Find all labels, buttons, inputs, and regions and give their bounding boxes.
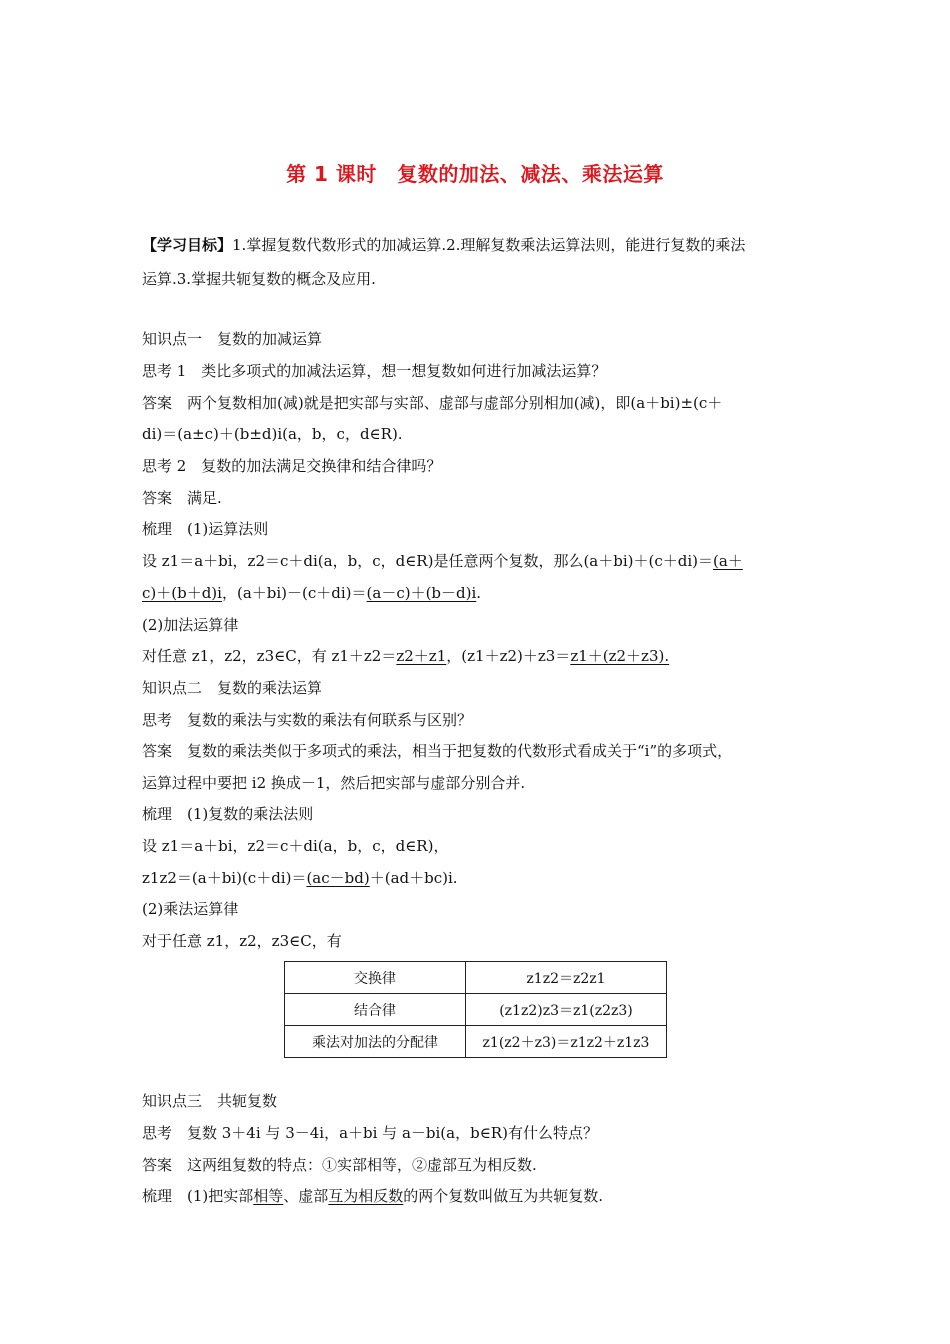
kp3-answer: 答案 这两组复数的特点：①实部相等，②虚部互为相反数. — [142, 1156, 537, 1174]
kp2-law-intro: 对于任意 z1，z2，z3∈C，有 — [142, 932, 342, 950]
table-cell-law-formula: z1(z2＋z3)＝z1z2＋z1z3 — [466, 1026, 667, 1058]
objectives-text-1: 1.掌握复数代数形式的加减运算.2.理解复数乘法运算法则，能进行复数的乘法 — [232, 236, 746, 254]
kp1-think-1: 思考 1 类比多项式的加减法运算，想一想复数如何进行加减法运算？ — [142, 362, 607, 380]
page-title: 第 1 课时 复数的加法、减法、乘法运算 — [286, 162, 664, 186]
table-cell-law-formula: (z1z2)z3＝z1(z2z3) — [466, 994, 667, 1026]
kp1-rule-b-blank-1: c)＋(b＋d)i — [142, 584, 222, 602]
kp1-answer-1b: di)＝(a±c)＋(b±d)i(a，b，c，d∈R). — [142, 425, 403, 443]
kp1-think-2: 思考 2 复数的加法满足交换律和结合律吗？ — [142, 457, 442, 475]
kp2-answer-a: 答案 复数的乘法类似于多项式的乘法，相当于把复数的代数形式看成关于“i”的多项式， — [142, 742, 733, 760]
kp1-rule-b-mid: ，(a＋bi)－(c＋di)＝ — [221, 584, 367, 602]
kp1-law-line — [142, 645, 669, 667]
objectives-line-1 — [142, 234, 745, 256]
kp3-sort — [142, 1185, 603, 1207]
kp1-sort-2: (2)加法运算律 — [142, 616, 239, 634]
kp3-sort-text: 梳理 (1)把实部 — [142, 1187, 254, 1205]
objectives-line-2: 运算.3.掌握共轭复数的概念及应用. — [142, 270, 376, 288]
kp2-rule-2 — [142, 867, 458, 889]
kp1-answer-1a: 答案 两个复数相加(减)就是把实部与实部、虚部与虚部分别相加(减)，即(a＋bi)±(c＋ — [142, 394, 723, 412]
objectives-label: 【学习目标】 — [142, 236, 233, 254]
kp3-sort-mid: 、虚部 — [283, 1187, 329, 1205]
table-row — [285, 962, 667, 994]
kp2-rule-2-text: z1z2＝(a＋bi)(c＋di)＝ — [142, 869, 307, 887]
kp1-rule-a-blank: (a＋ — [713, 552, 743, 570]
kp1-law-mid: ，(z1＋z2)＋z3＝ — [446, 647, 571, 665]
kp3-sort-post: 的两个复数叫做互为共轭复数. — [403, 1187, 604, 1205]
table-cell-law-formula: z1z2＝z2z1 — [466, 962, 667, 994]
kp3-think: 思考 复数 3＋4i 与 3－4i，a＋bi 与 a－bi(a，b∈R)有什么特点？ — [142, 1124, 598, 1142]
kp1-rule-a-text: 设 z1＝a＋bi，z2＝c＋di(a，b，c，d∈R)是任意两个复数，那么(a＋bi)＋(c＋di)＝ — [142, 552, 714, 570]
kp2-think: 思考 复数的乘法与实数的乘法有何联系与区别？ — [142, 711, 473, 729]
kp1-sort-1: 梳理 (1)运算法则 — [142, 520, 269, 538]
kp1-answer-2: 答案 满足. — [142, 489, 222, 507]
kp3-heading: 知识点三 共轭复数 — [142, 1092, 278, 1110]
kp1-heading: 知识点一 复数的加减运算 — [142, 330, 323, 348]
table-cell-law-name: 交换律 — [285, 962, 466, 994]
kp2-heading: 知识点二 复数的乘法运算 — [142, 679, 323, 697]
multiplication-laws-table — [284, 961, 667, 1058]
kp2-rule-1: 设 z1＝a＋bi，z2＝c＋di(a，b，c，d∈R)， — [142, 837, 449, 855]
kp1-rule-line-a — [142, 550, 743, 572]
table-row — [285, 1026, 667, 1058]
kp3-sort-blank-1: 相等 — [253, 1187, 284, 1205]
table-row — [285, 994, 667, 1026]
table-cell-law-name: 结合律 — [285, 994, 466, 1026]
kp1-rule-line-b — [142, 582, 481, 604]
kp3-sort-blank-2: 互为相反数 — [328, 1187, 404, 1205]
kp2-sort-2: (2)乘法运算律 — [142, 900, 239, 918]
kp1-law-blank-2: z1＋(z2＋z3). — [570, 647, 670, 665]
kp2-sort-1: 梳理 (1)复数的乘法法则 — [142, 805, 314, 823]
kp1-rule-b-end: . — [476, 584, 482, 602]
kp2-rule-2-post: ＋(ad＋bc)i. — [369, 869, 458, 887]
kp1-law-text: 对任意 z1，z2，z3∈C，有 z1＋z2＝ — [142, 647, 397, 665]
kp1-rule-b-blank-2: (a－c)＋(b－d)i — [366, 584, 477, 602]
kp2-rule-2-blank: (ac－bd) — [306, 869, 370, 887]
kp1-law-blank-1: z2＋z1 — [396, 647, 447, 665]
kp2-answer-b: 运算过程中要把 i2 换成－1，然后把实部与虚部分别合并. — [142, 774, 526, 792]
table-cell-law-name: 乘法对加法的分配律 — [285, 1026, 466, 1058]
